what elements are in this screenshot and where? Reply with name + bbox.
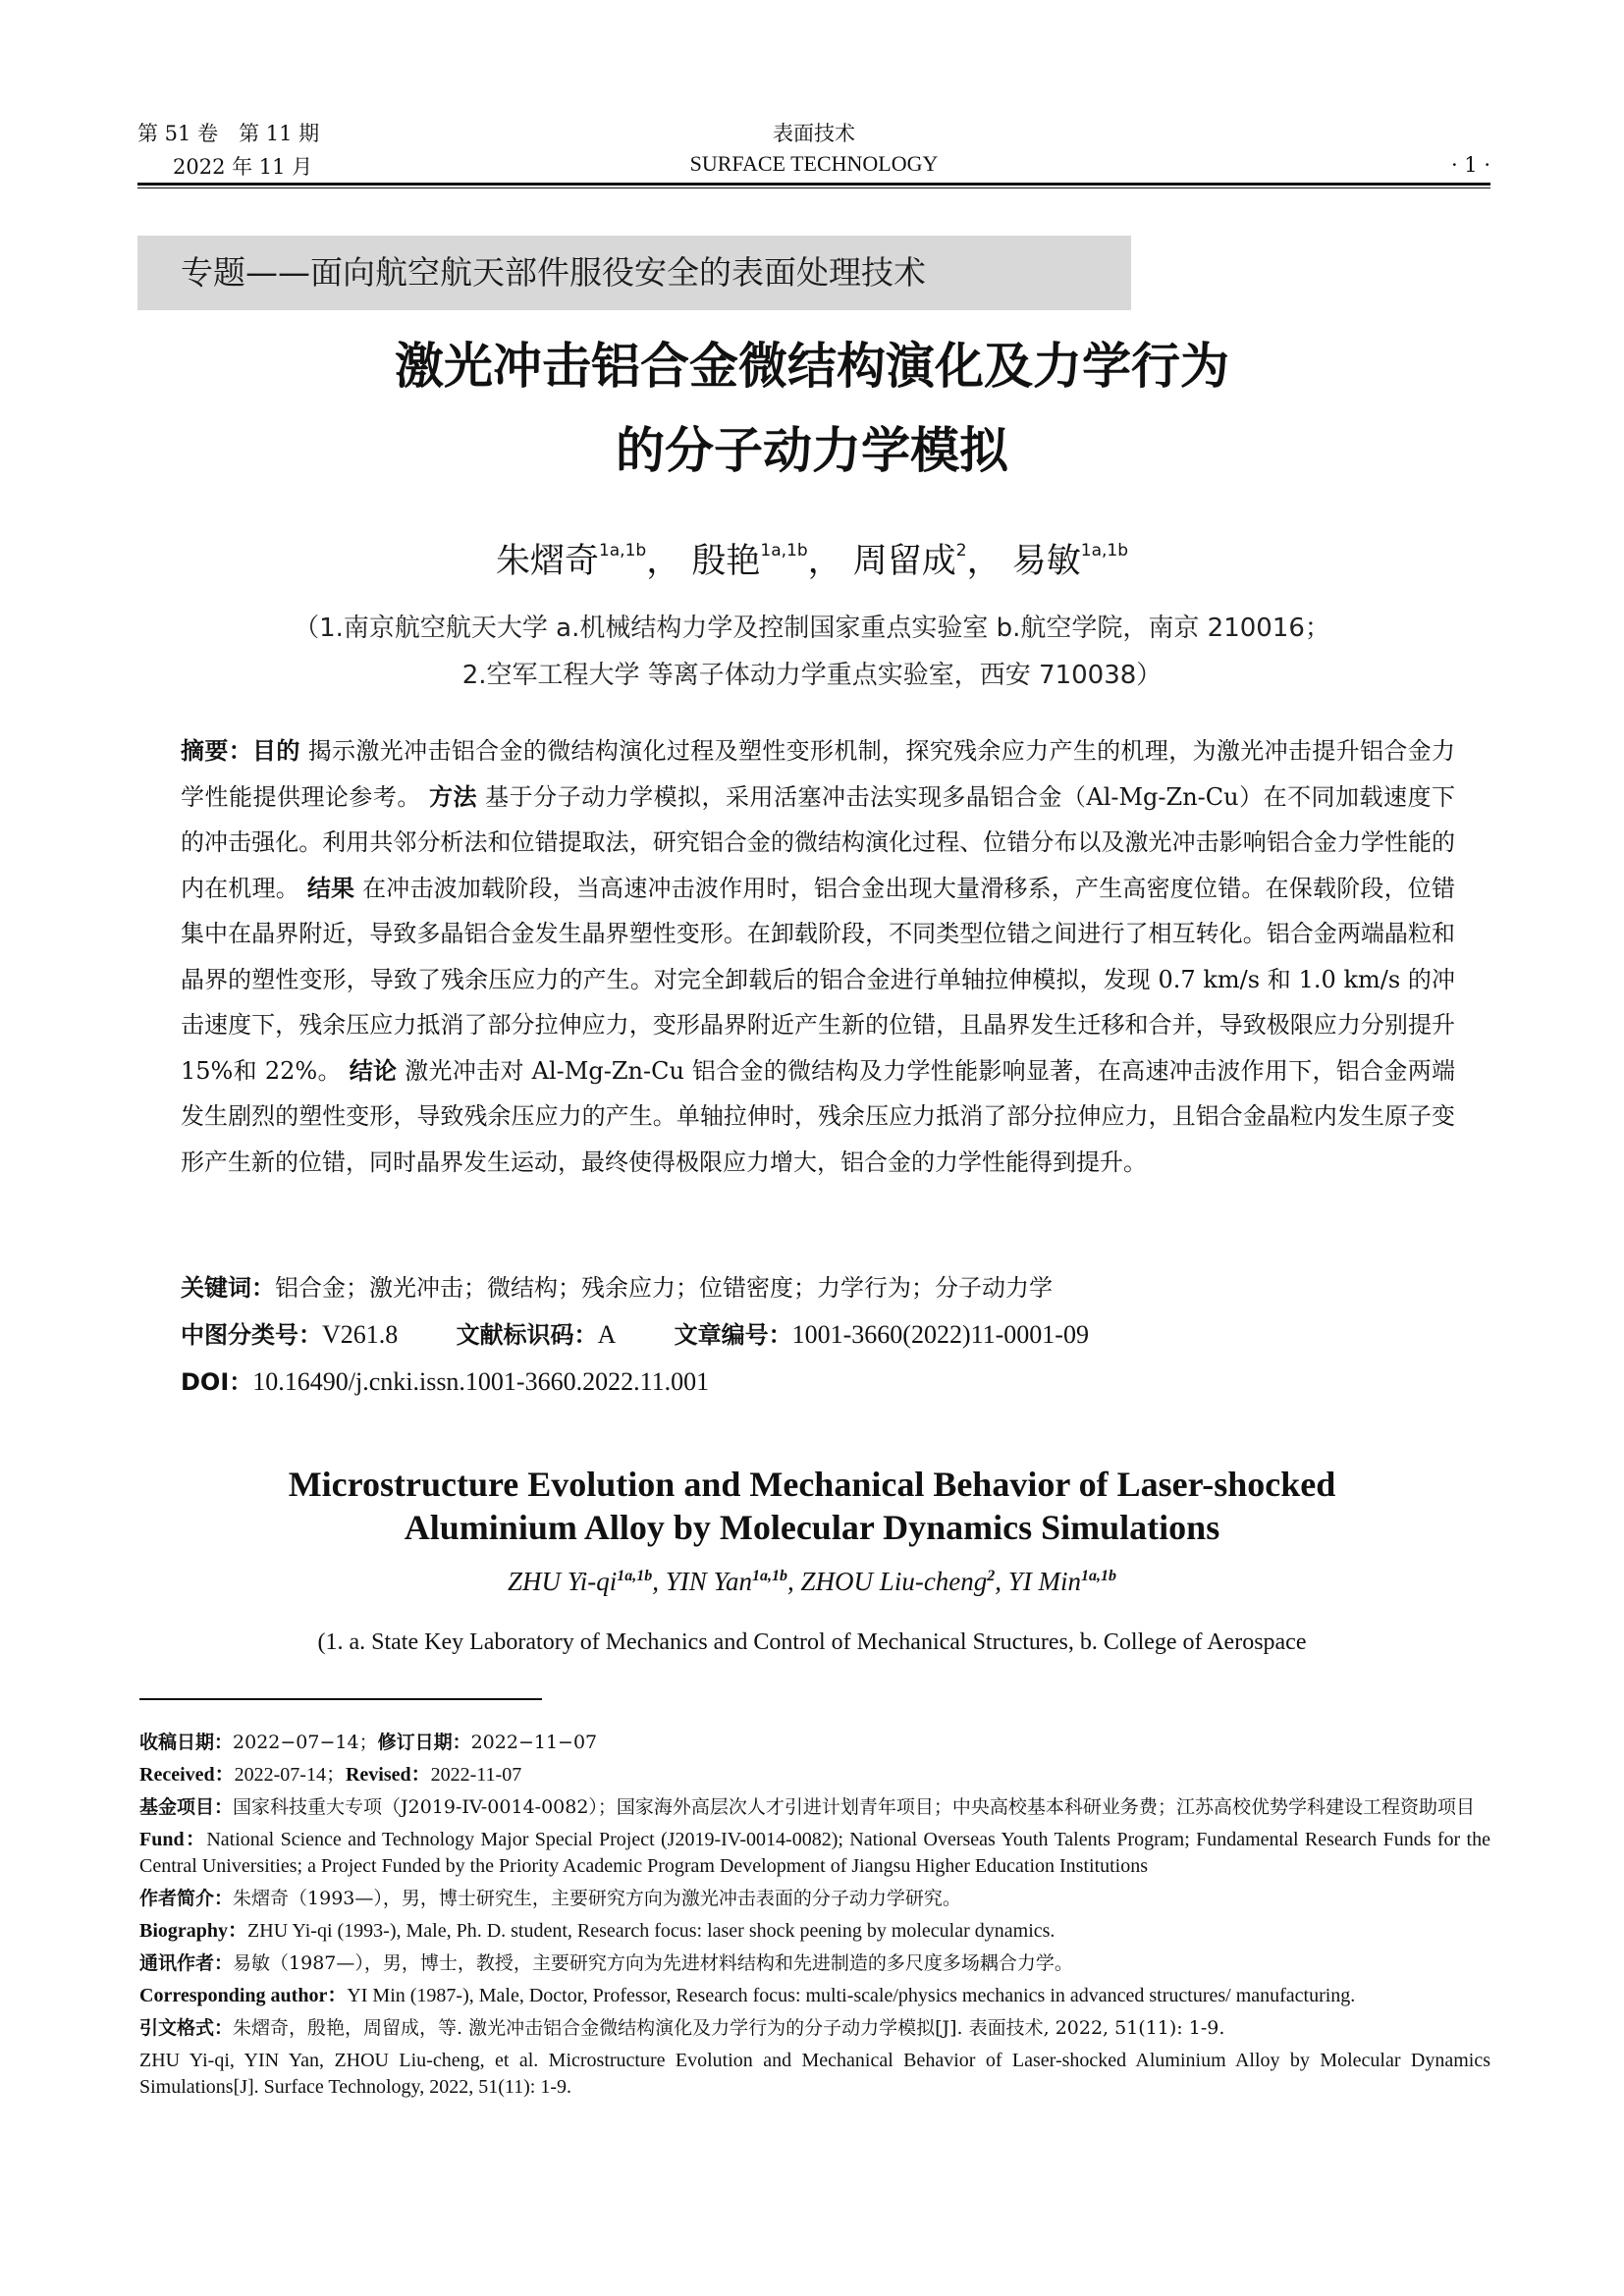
fund-cn-label: 基金项目：	[139, 1796, 234, 1818]
received-en-label: Received：	[139, 1764, 235, 1786]
conclusion-label: 结论	[349, 1056, 398, 1085]
result-label: 结果	[306, 874, 355, 902]
title-en-line1: Microstructure Evolution and Mechanical Behavior of Laser-shocked	[288, 1465, 1336, 1504]
classification	[181, 1315, 1089, 1350]
keywords	[181, 1268, 1053, 1303]
title-cn-line2: 的分子动力学模拟	[616, 422, 1008, 479]
footnotes	[139, 1730, 1490, 2107]
author-sep: ，	[807, 542, 842, 581]
bio-cn	[139, 1886, 1490, 1912]
cite-cn-value: 朱熠奇，殷艳，周留成，等. 激光冲击铝合金微结构演化及力学行为的分子动力学模拟[J]. 表面技术, 2022, 51(11): 1-9.	[233, 2017, 1225, 2039]
author-sep: ,	[652, 1567, 666, 1596]
bio-en-value: ZHU Yi-qi (1993-), Male, Ph. D. student, Research focus: laser shock peening by molecular dynamics.	[247, 1920, 1056, 1942]
corr-en	[139, 1983, 1490, 2009]
journal-name-en: SURFACE TECHNOLOGY	[689, 151, 939, 176]
bio-en	[139, 1918, 1490, 1945]
corr-cn-label: 通讯作者：	[139, 1952, 234, 1974]
corr-en-label: Corresponding author：	[139, 1985, 348, 2006]
authors-cn	[0, 534, 1624, 583]
bio-cn-value: 朱熠奇（1993—），男，博士研究生，主要研究方向为激光冲击表面的分子动力学研究。	[233, 1888, 961, 1909]
fund-en-value: National Science and Technology Major Special Project (J2019-IV-0014-0082); National Overseas Youth Talents Program; Fundamental Research Funds for the Central Universities; a Project Funded by the Priority Academic Program Development of Jiangsu Higher Education Institutions	[139, 1829, 1490, 1877]
method-label: 方法	[429, 782, 478, 811]
author-en-name: ZHU Yi-qi	[507, 1567, 618, 1596]
revised-cn-value: 2022−11−07	[470, 1732, 598, 1753]
author-en-aff: 1a,1b	[617, 1568, 653, 1584]
author-sep: ,	[995, 1567, 1008, 1596]
author-sep: ，	[646, 542, 681, 581]
author-en-name: ZHOU Liu-cheng	[800, 1567, 988, 1596]
author-cn-aff: 1a,1b	[760, 541, 808, 561]
title-en	[0, 1463, 1624, 1549]
bio-cn-label: 作者简介：	[139, 1888, 234, 1909]
conclusion-text: 激光冲击对 Al-Mg-Zn-Cu 铝合金的微结构及力学性能影响显著，在高速冲击波作用下，铝合金两端发生剧烈的塑性变形，导致残余压应力的产生。单轴拉伸时，残余压应力抵消了部分拉伸应力，且铝合金晶粒内发生原子变形产生新的位错，同时晶界发生运动，最终使得极限应力增大，铝合金的力学性能得到提升。	[181, 1056, 1455, 1176]
method-text: 基于分子动力学模拟，采用活塞冲击法实现多晶铝合金（Al-Mg-Zn-Cu）在不同加载速度下的冲击强化。利用共邻分析法和位错提取法，研究铝合金的微结构演化过程、位错分布以及激光冲击影响铝合金力学性能的内在机理。	[181, 782, 1455, 902]
page-number: · 1 ·	[1450, 153, 1490, 177]
author-sep: ，	[966, 542, 1001, 581]
doi	[181, 1362, 709, 1397]
title-cn	[0, 324, 1624, 493]
corr-cn-value: 易敏（1987—），男，博士，教授，主要研究方向为先进材料结构和先进制造的多尺度多场耦合力学。	[233, 1952, 1073, 1974]
fund-en	[139, 1827, 1490, 1880]
corr-cn	[139, 1950, 1490, 1977]
author-cn-aff: 1a,1b	[598, 541, 647, 561]
received-cn-value: 2022−07−14；	[233, 1732, 378, 1753]
purpose-text: 揭示激光冲击铝合金的微结构演化过程及塑性变形机制，探究残余应力产生的机理，为激光冲击提升铝合金力学性能提供理论参考。	[181, 737, 1456, 811]
article-no-label: 文章编号：	[674, 1321, 792, 1349]
doc-code-label: 文献标识码：	[456, 1321, 598, 1349]
authors-en	[0, 1567, 1624, 1597]
cite-en: ZHU Yi-qi, YIN Yan, ZHOU Liu-cheng, et al. Microstructure Evolution and Mechanical Behavior of Laser-shocked Aluminium Alloy by Molecular Dynamics Simulations[J]. Surface Technology, 2022, 51(11): 1-9.	[139, 2050, 1490, 2098]
corr-en-value: YI Min (1987-), Male, Doctor, Professor, Research focus: multi-scale/physics mechanics in advanced structures/ manufacturing.	[347, 1985, 1356, 2006]
author-cn-name: 殷艳	[691, 542, 761, 581]
article-no-value: 1001-3660(2022)11-0001-09	[791, 1320, 1089, 1349]
issue-date: 2022 年 11 月	[173, 155, 313, 179]
affiliation-en: (1. a. State Key Laboratory of Mechanics and Control of Mechanical Structures, b. College of Aerospace	[317, 1629, 1307, 1655]
revised-cn-label: 修订日期：	[377, 1732, 471, 1753]
keywords-value: 铝合金；激光冲击；微结构；残余应力；位错密度；力学行为；分子动力学	[275, 1274, 1053, 1302]
author-en-name: YI Min	[1007, 1567, 1082, 1596]
cite-cn	[139, 2015, 1490, 2042]
affiliation-cn	[0, 605, 1624, 699]
affiliation-cn-line1: （1.南京航空航天大学 a.机械结构力学及控制国家重点实验室 b.航空学院，南京 210016；	[294, 614, 1330, 643]
title-en-line2: Aluminium Alloy by Molecular Dynamics Simulations	[404, 1508, 1220, 1547]
result-text: 在冲击波加载阶段，当高速冲击波作用时，铝合金出现大量滑移系，产生高密度位错。在保载阶段，位错集中在晶界附近，导致多晶铝合金发生晶界塑性变形。在卸载阶段，不同类型位错之间进行了相互转化。铝合金两端晶粒和晶界的塑性变形，导致了残余压应力的产生。对完全卸载后的铝合金进行单轴拉伸模拟，发现 0.7 km/s 和 1.0 km/s 的冲击速度下，残余压应力抵消了部分拉伸应力，变形晶界附近产生新的位错，且晶界发生迁移和合并，导致极限应力分别提升 15%和 22%。	[181, 874, 1455, 1085]
revised-en-value: 2022-11-07	[430, 1764, 522, 1786]
header-rule-thin	[137, 187, 1490, 188]
received-en	[139, 1762, 1490, 1789]
author-en-aff: 2	[987, 1568, 996, 1584]
abstract-cn	[181, 728, 1455, 1185]
journal-name-cn: 表面技术	[773, 122, 855, 145]
fund-cn	[139, 1794, 1490, 1821]
doc-code-value: A	[597, 1320, 617, 1349]
author-cn-name: 周留成	[852, 542, 956, 581]
author-cn-aff: 1a,1b	[1080, 541, 1129, 561]
clc-value: V261.8	[322, 1320, 399, 1349]
affiliation-cn-line2: 2.空军工程大学 等离子体动力学重点实验室，西安 710038）	[461, 661, 1163, 690]
title-cn-line1: 激光冲击铝合金微结构演化及力学行为	[395, 338, 1229, 395]
received-cn	[139, 1730, 1490, 1756]
author-cn-name: 朱熠奇	[495, 542, 599, 581]
received-cn-label: 收稿日期：	[139, 1732, 234, 1753]
bio-en-label: Biography：	[139, 1920, 248, 1942]
author-en-name: YIN Yan	[665, 1567, 753, 1596]
clc-label: 中图分类号：	[181, 1321, 322, 1349]
received-en-value: 2022-07-14；	[234, 1764, 346, 1786]
volume-issue: 第 51 卷 第 11 期	[137, 122, 320, 145]
author-en-aff: 1a,1b	[752, 1568, 788, 1584]
author-cn-name: 易敏	[1011, 542, 1081, 581]
keywords-label: 关键词：	[181, 1274, 275, 1302]
fund-en-label: Fund：	[139, 1829, 207, 1850]
author-en-aff: 1a,1b	[1081, 1568, 1117, 1584]
footnote-rule	[139, 1698, 542, 1700]
abstract-label: 摘要：	[181, 737, 253, 765]
header-rule	[137, 183, 1490, 186]
doi-value: 10.16490/j.cnki.issn.1001-3660.2022.11.001	[252, 1367, 710, 1396]
revised-en-label: Revised：	[345, 1764, 431, 1786]
doi-label: DOI：	[181, 1368, 253, 1396]
running-header	[137, 116, 1490, 192]
author-sep: ,	[787, 1567, 801, 1596]
fund-cn-value: 国家科技重大专项（J2019-IV-0014-0082）；国家海外高层次人才引进计划青年项目；中央高校基本科研业务费；江苏高校优势学科建设工程资助项目	[233, 1796, 1475, 1818]
topic-banner: 专题——面向航空航天部件服役安全的表面处理技术	[137, 236, 1131, 310]
purpose-label: 目的	[252, 737, 300, 765]
author-cn-aff: 2	[955, 541, 967, 561]
cite-cn-label: 引文格式：	[139, 2017, 234, 2039]
